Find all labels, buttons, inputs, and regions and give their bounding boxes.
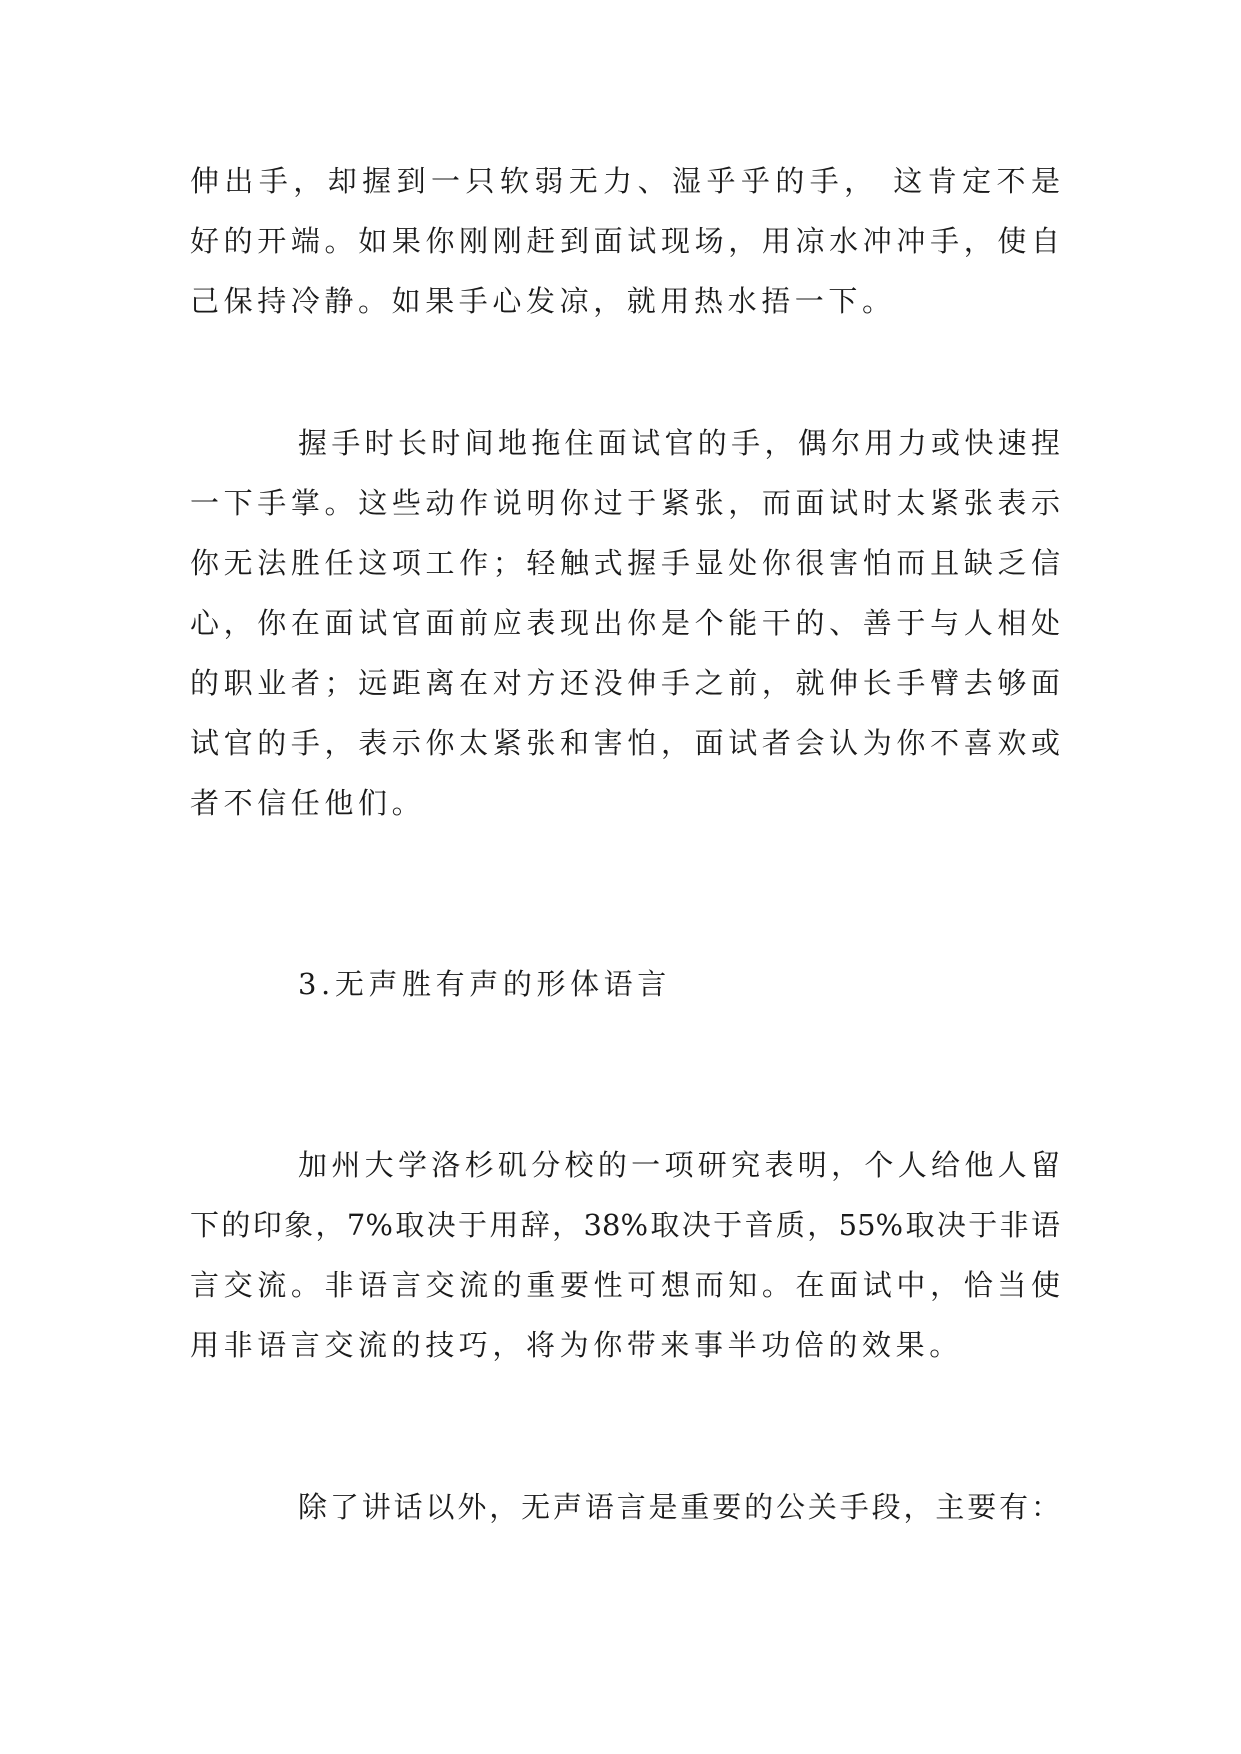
text-line: 伸出手，却握到一只软弱无力、湿乎乎的手， 这肯定不是 <box>190 164 1060 198</box>
text-line: 言交流。非语言交流的重要性可想而知。在面试中，恰当使 <box>190 1268 1060 1302</box>
text-line: 试官的手，表示你太紧张和害怕，面试者会认为你不喜欢或 <box>190 726 1060 760</box>
text-line: 握手时长时间地拖住面试官的手，偶尔用力或快速捏 <box>298 426 1060 460</box>
text-line: 下的印象，7%取决于用辞，38%取决于音质，55%取决于非语 <box>190 1208 1060 1242</box>
text-line: 加州大学洛杉矶分校的一项研究表明，个人给他人留 <box>298 1148 1060 1182</box>
section-heading: 3.无声胜有声的形体语言 <box>298 967 671 1001</box>
text-line: 好的开端。如果你刚刚赶到面试现场，用凉水冲冲手，使自 <box>190 224 1060 258</box>
text-line: 的职业者；远距离在对方还没伸手之前，就伸长手臂去够面 <box>190 666 1060 700</box>
text-line: 除了讲话以外，无声语言是重要的公关手段，主要有： <box>298 1490 1060 1524</box>
text-line: 用非语言交流的技巧，将为你带来事半功倍的效果。 <box>190 1328 963 1362</box>
text-line: 心，你在面试官面前应表现出你是个能干的、善于与人相处 <box>190 606 1060 640</box>
text-line: 你无法胜任这项工作；轻触式握手显处你很害怕而且缺乏信 <box>190 546 1060 580</box>
text-line: 者不信任他们。 <box>190 786 426 820</box>
text-line: 一下手掌。这些动作说明你过于紧张，而面试时太紧张表示 <box>190 486 1060 520</box>
text-line: 己保持冷静。如果手心发凉，就用热水捂一下。 <box>190 284 896 318</box>
